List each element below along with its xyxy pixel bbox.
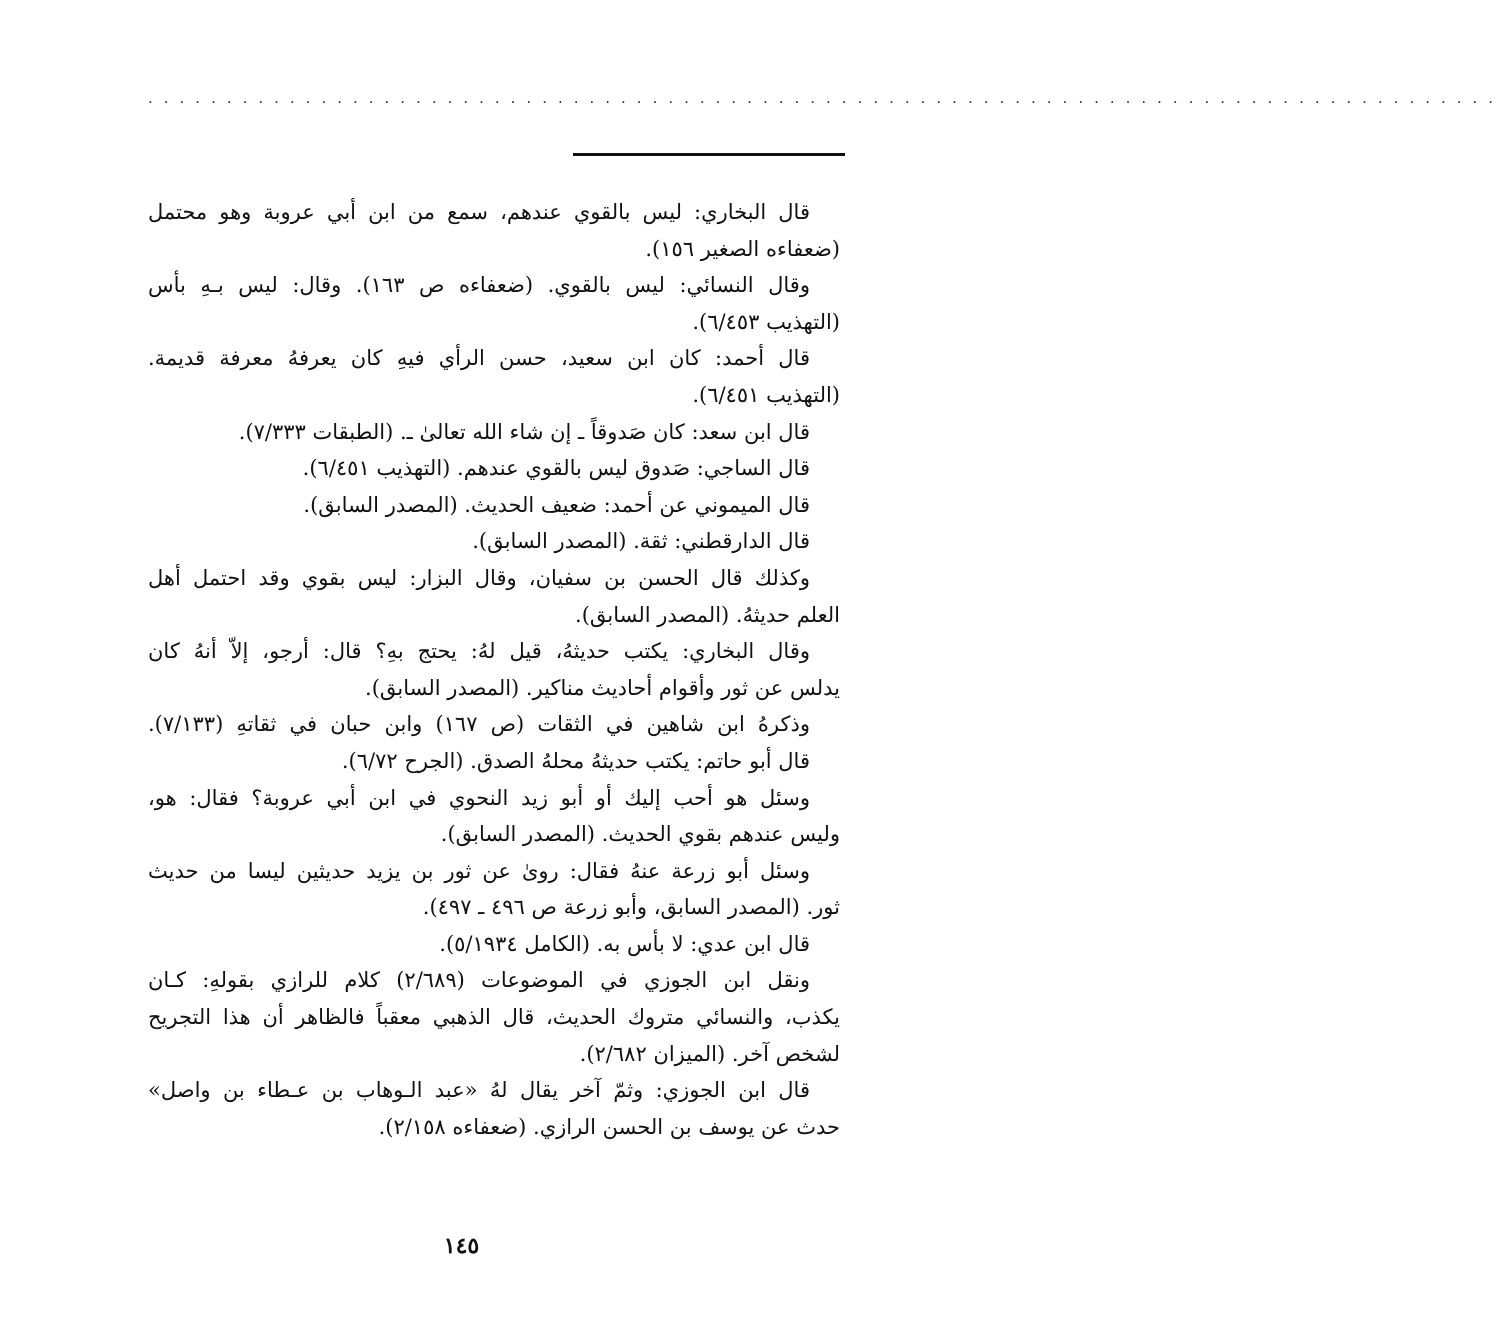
text-line: وقال البخاري: يكتب حديثهُ، قيل لهُ: يحتج بهِ؟ قال: أرجو، إلاّ أنهُ كان — [148, 639, 810, 664]
text-line: قال أبو حاتم: يكتب حديثهُ محلهُ الصدق. (الجرح ٦/٧٢). — [341, 748, 810, 773]
text-line: وسئل هو أحب إليك أو أبو زيد النحوي في ابن أبي عروبة؟ فقال: هو، — [148, 785, 810, 810]
text-line: ونقل ابن الجوزي في الموضوعات (٢/٦٨٩) كلام للرازي بقولهِ: كـان — [148, 968, 811, 993]
top-dotted-rule: ...................................................................................... — [148, 89, 1504, 107]
text-line: قال الساجي: صَدوق ليس بالقوي عندهم. (التهذيب ٦/٤٥١). — [302, 456, 810, 481]
header-solid-rule — [573, 153, 845, 156]
text-line: يدلس عن ثور وأقوام أحاديث مناكير. (المصدر السابق). — [365, 675, 840, 700]
text-line: قال ابن عدي: لا بأس به. (الكامل ٥/١٩٣٤). — [439, 931, 810, 956]
text-line: (التهذيب ٦/٤٥٣). — [692, 309, 840, 334]
text-line: حدث عن يوسف بن الحسن الرازي. (ضعفاءه ٢/١٥٨). — [378, 1114, 840, 1139]
text-line: (ضعفاءه الصغير ١٥٦). — [645, 236, 840, 261]
text-line: قال الدارقطني: ثقة. (المصدر السابق). — [472, 529, 810, 554]
text-line: العلم حديثهُ. (المصدر السابق). — [575, 602, 840, 627]
text-line: قال الميموني عن أحمد: ضعيف الحديث. (المصدر السابق). — [303, 492, 810, 517]
text-line: وسئل أبو زرعة عنهُ فقال: روىٰ عن ثور بن يزيد حديثين ليسا من حديث — [148, 858, 810, 883]
text-line: وقال النسائي: ليس بالقوي. (ضعفاءه ص ١٦٣). وقال: ليس بـهِ بأس — [148, 273, 810, 298]
text-line: وليس عندهم بقوي الحديث. (المصدر السابق). — [440, 822, 840, 847]
page-number: ١٤٥ — [443, 1233, 480, 1259]
text-line: قال البخاري: ليس بالقوي عندهم، سمع من ابن أبي عروبة وهو محتمل — [148, 200, 810, 224]
text-line: قال ابن سعد: كان صَدوقاً ـ إن شاء الله تعالىٰ ـ. (الطبقات ٧/٣٣٣). — [238, 419, 810, 444]
text-line: وكذلك قال الحسن بن سفيان، وقال البزار: ليس بقوي وقد احتمل أهل — [148, 565, 810, 590]
text-line: وذكرهُ ابن شاهين في الثقات (ص ١٦٧) وابن حبان في ثقاتهِ (٧/١٣٣). — [148, 712, 811, 737]
text-line: قال ابن الجوزي: وثمّ آخر يقال لهُ «عبد الـوهاب بن عـطاء بن واصل» — [148, 1078, 810, 1103]
text-line: قال أحمد: كان ابن سعيد، حسن الرأي فيهِ كان يعرفهُ معرفة قديمة. — [148, 346, 810, 371]
text-line: لشخص آخر. (الميزان ٢/٦٨٢). — [579, 1041, 840, 1066]
page-body-text — [148, 194, 840, 1145]
text-line: ثور. (المصدر السابق، وأبو زرعة ص ٤٩٦ ـ ٤٩٧). — [422, 895, 840, 920]
text-line: (التهذيب ٦/٤٥١). — [692, 382, 840, 407]
text-line: يكذب، والنسائي متروك الحديث، قال الذهبي معقباً فالظاهر أن هذا التجريح — [148, 1005, 840, 1030]
